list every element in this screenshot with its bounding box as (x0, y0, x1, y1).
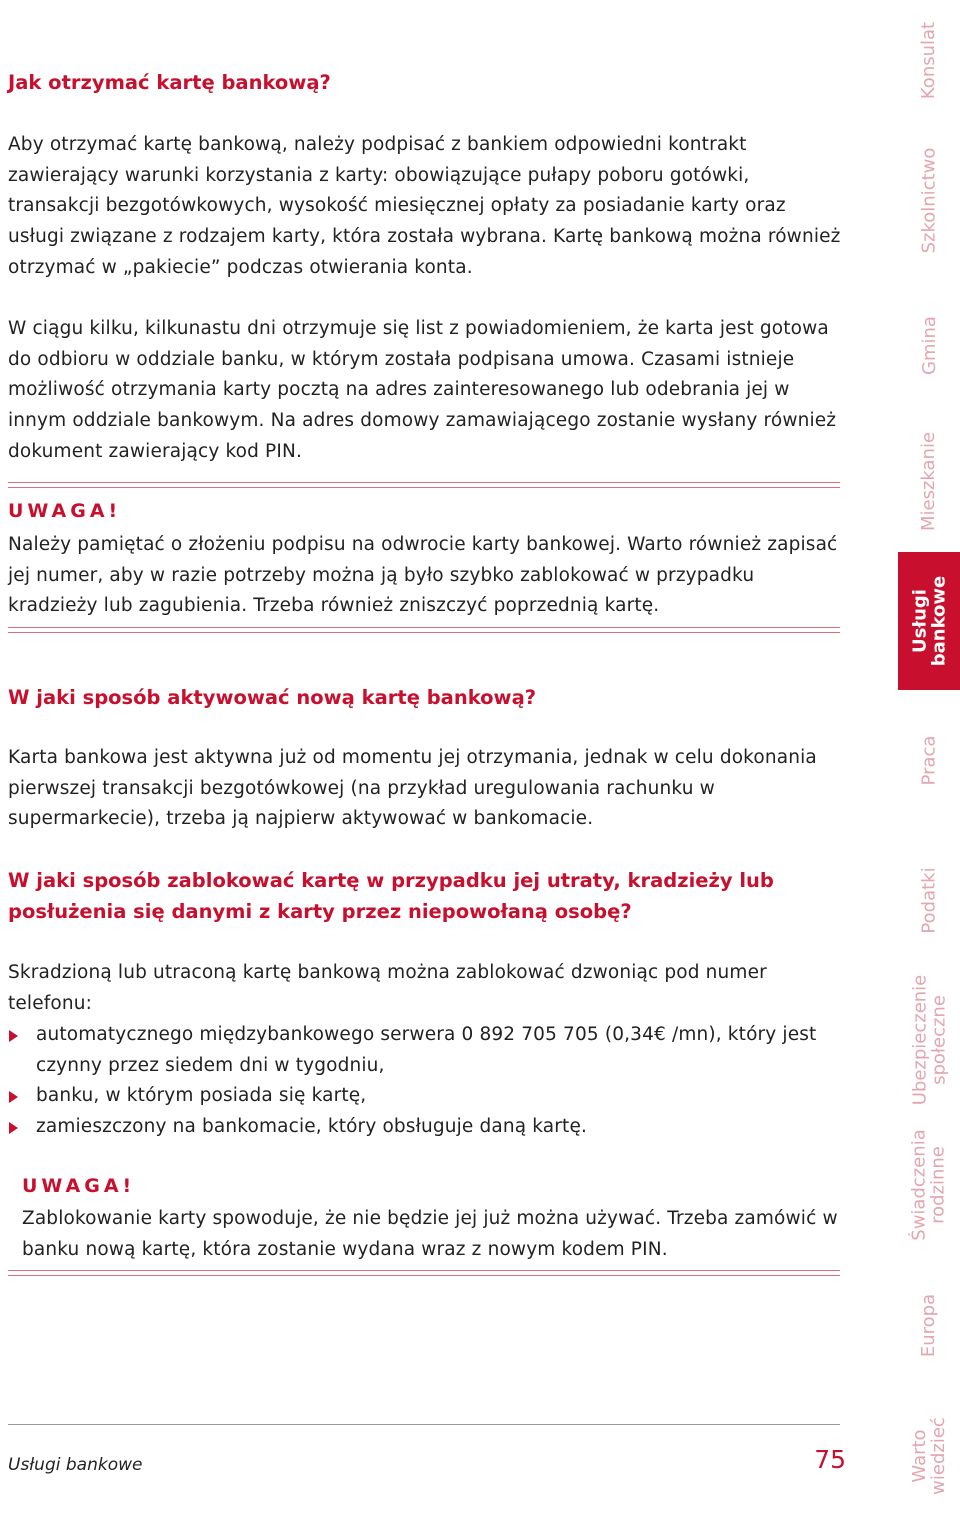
notice-top-rule (8, 482, 840, 488)
bullet-arrow-icon (9, 1122, 18, 1134)
page-number: 75 (814, 1445, 846, 1474)
tab-konsulat[interactable] (898, 0, 960, 120)
notice-text: Należy pamiętać o złożeniu podpisu na odwrocie karty bankowej. Warto również zapisać jej numer, aby w razie potrzeby można ją było szybko zablokować w przypadku kradzieży lub zagubienia. Trzeba również zniszczyć poprzednią kartę. (8, 534, 838, 617)
tab-label: Szkolnictwo (918, 147, 940, 253)
section-tabs (898, 0, 960, 1522)
tab-label: Mieszkanie (918, 431, 940, 531)
bullet-arrow-icon (9, 1030, 18, 1042)
footer-section-label: Usługi bankowe (8, 1455, 143, 1475)
tab-label-line: Usługi bankowe (909, 575, 950, 667)
paragraph-activate-card: Karta bankowa jest aktywna już od momentu jej otrzymania, jednak w celu dokonania pierwszej transakcji bezgotówkowej (na przykład uregulowania rachunku w supermarkecie), trzeba ją najpierw aktywować w bankomacie. (8, 747, 817, 830)
tab-label: Świadczenia rodzinne (909, 1129, 949, 1241)
list-item (8, 1020, 848, 1081)
tab-label: Gmina (918, 315, 940, 375)
list-item (8, 1081, 848, 1112)
notice-bottom-rule (8, 627, 840, 633)
list-item (8, 1112, 848, 1143)
list-item-text: automatycznego międzybankowego serwera 0 892 705 705 (0,34€ /mn), który jest czynny przez siedem dni w tygodniu, (36, 1024, 817, 1076)
tab-podatki[interactable] (898, 830, 960, 970)
tab-szkolnictwo[interactable] (898, 120, 960, 280)
tab-label (910, 576, 948, 667)
notice-bottom-rule (8, 1270, 840, 1276)
footer-rule (8, 1424, 840, 1425)
tab-label: Podatki (918, 866, 940, 934)
list-item-text: banku, w którym posiada się kartę, (36, 1085, 367, 1106)
tab-label: Ubezpieczenie społeczne (909, 974, 949, 1106)
tab-mieszkanie[interactable] (898, 410, 960, 552)
paragraph-delivery: W ciągu kilku, kilkunastu dni otrzymuje się list z powiadomieniem, że karta jest gotowa do odbioru w oddziale banku, w którym została podpisana umowa. Czasami istnieje możliwość otrzymania karty pocztą na adres zainteresowanego lub odebrania jej w innym oddziale bankowym. Na adres domowy zamawiającego zostanie wysłany również dokument zawierający kod PIN. (8, 318, 837, 462)
notice-text: Zablokowanie karty spowoduje, że nie będzie jej już można używać. Trzeba zamówić w banku nową kartę, która zostanie wydana wraz z nowym kodem PIN. (22, 1208, 838, 1260)
bullet-arrow-icon (9, 1091, 18, 1103)
tab-ubezpieczenie-spoleczne[interactable] (898, 970, 960, 1110)
tab-label: Konsulat (918, 21, 940, 99)
paragraph-get-card: Aby otrzymać kartę bankową, należy podpisać z bankiem odpowiedni kontrakt zawierający warunki korzystania z karty: obowiązujące pułapy poboru gotówki, transakcji bezgotówkowych, wysokość miesięcznej opłaty za posiadanie karty oraz usługi związane z rodzajem karty, która została wybrana. Kartę bankową można również otrzymać w „pakiecie” podczas otwierania konta. (8, 134, 841, 278)
tab-swiadczenia-rodzinne[interactable] (898, 1110, 960, 1260)
heading-get-card: Jak otrzymać kartę bankową? (8, 71, 331, 94)
list-item-text: zamieszczony na bankomacie, który obsługuje daną kartę. (36, 1115, 588, 1137)
tab-label: Warto wiedzieć (909, 1417, 949, 1495)
tab-praca[interactable] (898, 690, 960, 830)
notice-label: UWAGA! (22, 1175, 136, 1197)
phone-list (8, 1020, 848, 1142)
tab-europa[interactable] (898, 1260, 960, 1390)
heading-block-card: W jaki sposób zablokować kartę w przypadku jej utraty, kradzieży lub posłużenia się danymi z karty przez niepowołaną osobę? (8, 869, 774, 923)
tab-label: Praca (918, 735, 940, 785)
notice-label: UWAGA! (8, 500, 122, 522)
tab-gmina[interactable] (898, 280, 960, 410)
heading-activate-card: W jaki sposób aktywować nową kartę bankową? (8, 686, 537, 709)
tab-label: Europa (918, 1293, 940, 1357)
tab-warto-wiedziec[interactable] (898, 1390, 960, 1522)
tab-uslugi-bankowe[interactable] (898, 552, 960, 690)
paragraph-block-card: Skradzioną lub utraconą kartę bankową można zablokować dzwoniąc pod numer telefonu: (8, 962, 767, 1014)
